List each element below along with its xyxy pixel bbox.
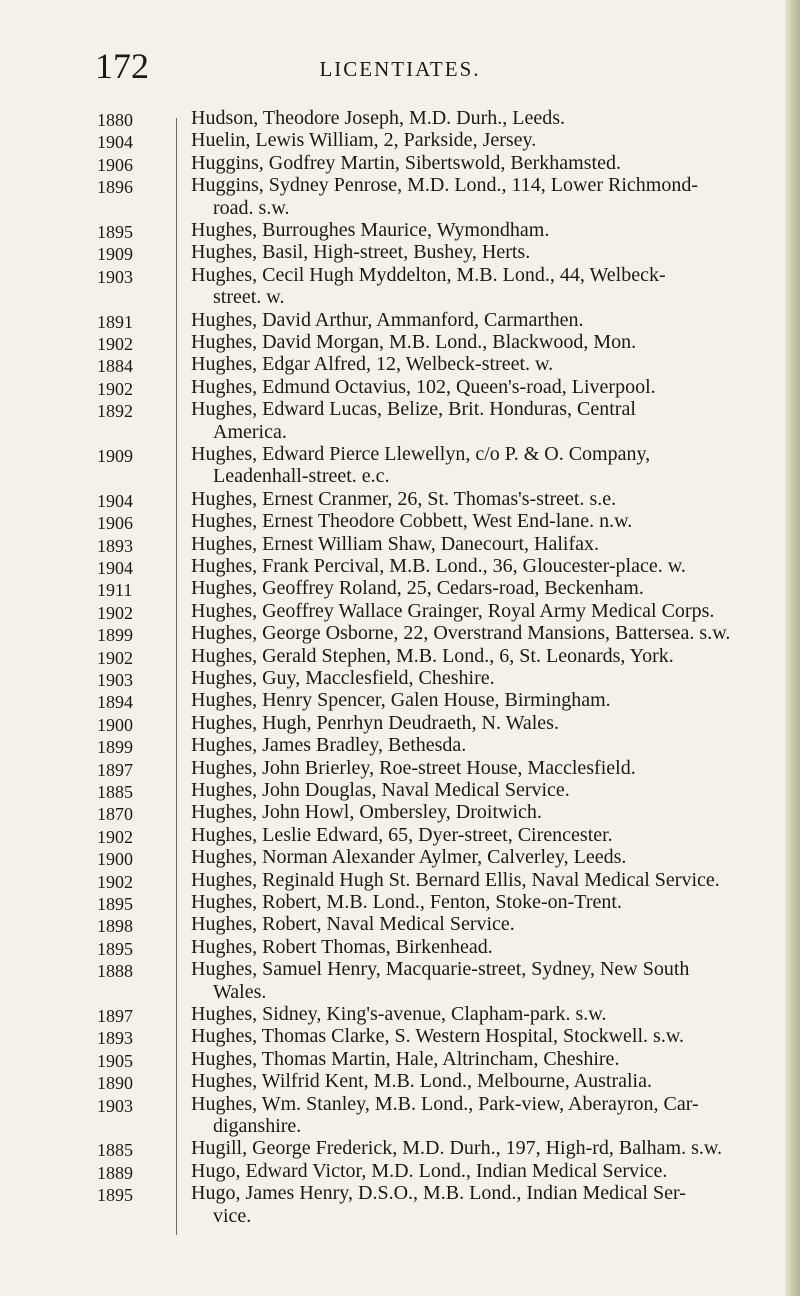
entry-text [191,667,783,689]
entry-line: Hughes, Samuel Henry, Macquarie-street, Sydney, New South [191,958,690,981]
entry-line: Hughes, Burroughes Maurice, Wymondham. [191,219,550,241]
entry-year: 1902 [97,871,133,892]
entry-line: Hughes, George Osborne, 22, Overstrand Mansions, Battersea. s.w. [191,622,731,645]
entry-line: Hugill, George Frederick, M.D. Durh., 197, High-rd, Balham. s.w. [191,1137,723,1160]
entry-text [191,1137,783,1159]
entry-continuation-line: street. w. [213,286,285,309]
entry-line: Huggins, Sydney Penrose, M.D. Lond., 114, Lower Richmond- [191,174,698,197]
entry-text [191,824,783,846]
entry-line: Hughes, Cecil Hugh Myddelton, M.B. Lond., 44, Welbeck- [191,263,666,286]
entry-line: Hughes, Robert Thomas, Birkenhead. [191,935,493,958]
entry-line: Hughes, Thomas Martin, Hale, Altrincham, Cheshire. [191,1047,620,1070]
entry-text [191,174,783,219]
entry-line: Hudson, Theodore Joseph, M.D. Durh., Leeds. [191,107,566,129]
entry-text [191,958,783,1003]
entry-year: 1909 [97,244,133,265]
entry-line: Hughes, Norman Alexander Aylmer, Calverley, Leeds. [191,846,627,869]
entry-text [191,353,783,375]
entry-text [191,309,783,331]
entry-year: 1889 [97,1162,133,1183]
entry-text [191,846,783,868]
entry-text [191,219,783,241]
entry-continuation-line: diganshire. [213,1115,302,1137]
entry-text [191,152,783,174]
entry-line: Hughes, Ernest Theodore Cobbett, West End-lane. n.w. [191,510,633,533]
entry-text [191,510,783,532]
entry-text [191,734,783,756]
entry-line: Hughes, Edward Lucas, Belize, Brit. Honduras, Central [191,398,636,421]
entry-line: Hughes, Geoffrey Wallace Grainger, Royal Army Medical Corps. [191,599,715,622]
entry-year: 1895 [97,894,133,914]
entry-year: 1902 [97,602,133,623]
entry-year: 1903 [97,266,133,287]
entry-year: 1890 [97,1073,133,1094]
entry-line: Hughes, David Morgan, M.B. Lond., Blackwood, Mon. [191,331,637,353]
entry-line: Hughes, Hugh, Penrhyn Deudraeth, N. Wales. [191,711,559,734]
entry-year: 1902 [97,647,133,668]
entry-line: Hughes, Guy, Macclesfield, Cheshire. [191,667,495,689]
entry-year: 1906 [97,154,133,175]
entry-line: Hughes, John Brierley, Roe-street House, Macclesfield. [191,756,636,779]
entry-line: Hughes, Wm. Stanley, M.B. Lond., Park-view, Aberayron, Car- [191,1092,699,1115]
entry-text [191,1182,783,1227]
entry-year: 1885 [97,1140,133,1161]
entry-year: 1902 [97,378,133,399]
entry-year: 1895 [97,938,133,959]
entry-text [191,1048,783,1070]
entry-line: Hughes, Henry Spencer, Galen House, Birmingham. [191,689,611,712]
entry-text [191,398,783,443]
entry-year: 1891 [97,311,133,332]
entry-continuation-line: Leadenhall-street. e.c. [213,465,390,488]
page-number: 172 [95,46,149,86]
entry-text [191,689,783,711]
entry-continuation-line: America. [213,420,287,443]
entry-year: 1899 [97,625,133,646]
entry-text [191,555,783,577]
entry-line: Huggins, Godfrey Martin, Sibertswold, Berkhamsted. [191,151,621,174]
entry-continuation-line: road. s.w. [213,196,290,219]
entry-line: Hughes, Ernest William Shaw, Danecourt, Halifax. [191,532,599,555]
entry-line: Hughes, John Howl, Ombersley, Droitwich. [191,801,542,824]
entry-line: Hugo, Edward Victor, M.D. Lond., Indian Medical Service. [191,1159,668,1182]
entry-text [191,1093,783,1138]
entry-text [191,376,783,398]
entry-text [191,712,783,734]
entry-line: Hughes, Reginald Hugh St. Bernard Ellis, Naval Medical Service. [191,868,720,891]
entry-text [191,1070,783,1092]
entry-year: 1870 [97,804,133,825]
entry-year: 1905 [97,1050,133,1071]
entry-line: Hughes, Edmund Octavius, 102, Queen's-road, Liverpool. [191,375,656,398]
entry-text [191,533,783,555]
entry-line: Hughes, Leslie Edward, 65, Dyer-street, Cirencester. [191,823,613,846]
page-edge [785,0,800,1296]
entry-line: Hughes, Gerald Stephen, M.B. Lond., 6, St. Leonards, York. [191,644,674,667]
entry-text [191,1025,783,1047]
entry-line: Hughes, Geoffrey Roland, 25, Cedars-road, Beckenham. [191,577,644,600]
entry-continuation-line: Wales. [213,980,267,1003]
entry-text [191,331,783,353]
entry-year: 1909 [97,446,133,466]
entry-year: 1906 [97,513,133,534]
entry-line: Hughes, Frank Percival, M.B. Lond., 36, Gloucester-place. w. [191,555,686,577]
entry-year: 1904 [97,490,133,511]
entry-text [191,801,783,823]
entry-line: Hughes, James Bradley, Bethesda. [191,734,467,757]
entry-line: Hughes, John Douglas, Naval Medical Service. [191,779,570,801]
entry-text [191,107,783,129]
entry-line: Hughes, Robert, Naval Medical Service. [191,913,515,936]
entry-text [191,757,783,779]
entry-year: 1903 [97,670,133,690]
entry-year: 1899 [97,737,133,758]
entry-text [191,264,783,309]
entry-line: Hughes, Ernest Cranmer, 26, St. Thomas's-street. s.e. [191,487,617,510]
entry-text [191,779,783,801]
entry-text [191,241,783,263]
entry-line: Hughes, Edgar Alfred, 12, Welbeck-street. w. [191,353,554,376]
entry-year: 1892 [97,401,133,422]
entry-text [191,443,783,488]
entry-year: 1911 [97,580,133,601]
entry-line: Hughes, Robert, M.B. Lond., Fenton, Stoke-on-Trent. [191,891,622,913]
entry-year: 1903 [97,1095,133,1116]
entry-text [191,913,783,935]
running-head: LICENTIATES. [319,57,481,81]
entry-line: Hughes, Wilfrid Kent, M.B. Lond., Melbourne, Australia. [191,1070,652,1093]
entry-line: Hughes, Basil, High-street, Bushey, Herts. [191,241,531,264]
entry-text [191,600,783,622]
entry-year: 1902 [97,334,133,354]
entry-year: 1895 [97,222,133,242]
entry-continuation-line: vice. [213,1204,252,1227]
entry-year: 1900 [97,714,133,735]
entry-year: 1904 [97,132,133,153]
entry-year: 1895 [97,1185,133,1206]
entry-year: 1902 [97,826,133,847]
entry-year: 1904 [97,558,133,578]
entry-text [191,645,783,667]
entry-text [191,891,783,913]
entry-text [191,1160,783,1182]
entry-year: 1898 [97,916,133,937]
entry-text [191,869,783,891]
entry-year: 1880 [97,110,133,130]
entry-text [191,622,783,644]
entry-text [191,577,783,599]
entry-year: 1885 [97,782,133,802]
entry-year: 1884 [97,356,133,377]
entry-year: 1888 [97,961,133,982]
entry-line: Huelin, Lewis William, 2, Parkside, Jersey. [191,129,537,152]
entry-line: Hughes, David Arthur, Ammanford, Carmarthen. [191,308,584,331]
entry-text [191,488,783,510]
entry-year: 1896 [97,177,133,198]
entry-line: Hughes, Edward Pierce Llewellyn, c/o P. & O. Company, [191,443,651,465]
entry-line: Hughes, Sidney, King's-avenue, Clapham-park. s.w. [191,1003,607,1025]
entry-year: 1893 [97,1028,133,1049]
entry-text [191,129,783,151]
entry-text [191,1003,783,1025]
entry-year: 1893 [97,535,133,556]
entry-line: Hugo, James Henry, D.S.O., M.B. Lond., Indian Medical Ser- [191,1182,686,1205]
entry-line: Hughes, Thomas Clarke, S. Western Hospital, Stockwell. s.w. [191,1025,684,1048]
entry-year: 1897 [97,759,133,780]
entry-year: 1897 [97,1006,133,1026]
entry-year: 1900 [97,849,133,870]
entry-year: 1894 [97,692,133,713]
entry-text [191,936,783,958]
